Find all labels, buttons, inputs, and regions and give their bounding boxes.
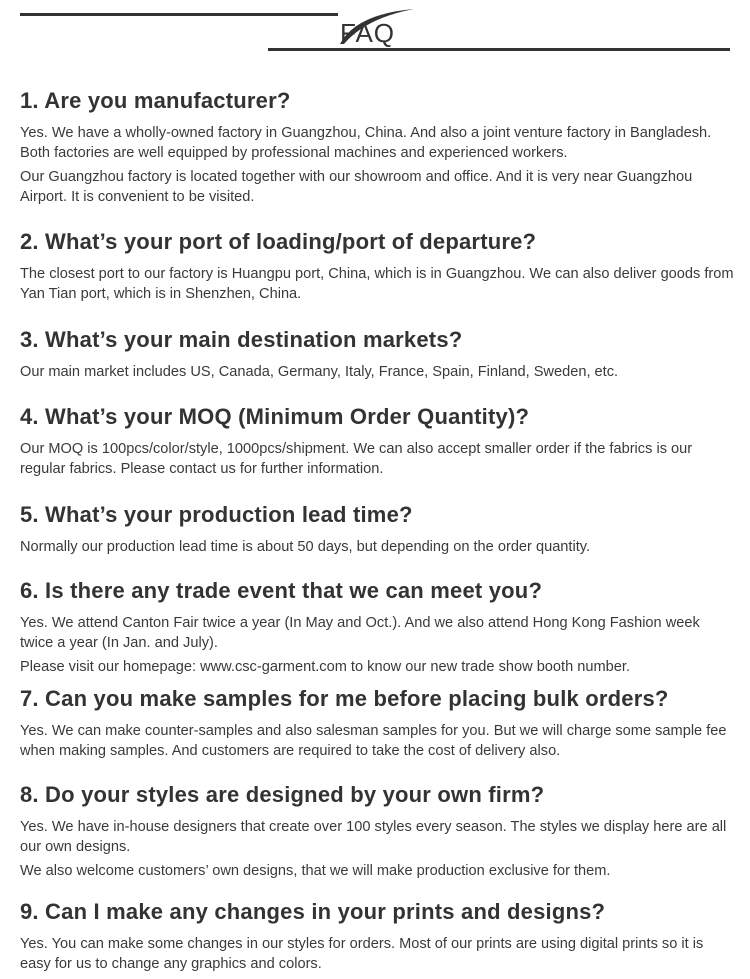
faq-answer: The closest port to our factory is Huangpu port, China, which is in Guangzhou. We can also deliver goods from Yan Tian port, which is in Shenzhen, China. [20, 266, 734, 302]
faq-question: 2. What’s your port of loading/port of departure? [20, 229, 537, 254]
faq-answer: Our Guangzhou factory is located together with our showroom and office. And it is very near Guangzhou Airport. It is convenient to be visited. [20, 169, 693, 205]
faq-answer: Yes. We can make counter-samples and also salesman samples for you. But we will charge some sample fee when making samples. And customers are required to take the cost of delivery also. [20, 723, 727, 759]
faq-question: 3. What’s your main destination markets? [20, 327, 463, 352]
faq-question: 4. What’s your MOQ (Minimum Order Quantity)? [20, 404, 530, 429]
faq-answer: Yes. We have a wholly-owned factory in Guangzhou, China. And also a joint venture factory in Bangladesh. Both factories are well equipped by professional machines and experienced workers. [20, 125, 712, 161]
faq-question: 1. Are you manufacturer? [20, 88, 291, 113]
faq-item [20, 229, 735, 308]
faq-answer: Our MOQ is 100pcs/color/style, 1000pcs/shipment. We can also accept smaller order if the fabrics is our regular fabrics. Please contact us for further information. [20, 441, 693, 477]
header-rule-bottom [268, 48, 730, 51]
faq-question: 9. Can I make any changes in your prints and designs? [20, 899, 606, 924]
faq-answer: Yes. You can make some changes in our styles for orders. Most of our prints are using digital prints so it is easy for us to change any graphics and colors. [20, 936, 704, 972]
faq-answer: Normally our production lead time is about 50 days, but depending on the order quantity. [20, 539, 591, 555]
faq-answer: Our main market includes US, Canada, Germany, Italy, France, Spain, Finland, Sweden, etc. [20, 364, 619, 380]
faq-question: 6. Is there any trade event that we can meet you? [20, 578, 543, 603]
faq-question: 8. Do your styles are designed by your own firm? [20, 782, 545, 807]
faq-item [20, 327, 735, 386]
faq-item [20, 88, 735, 211]
faq-answer: Please visit our homepage: www.csc-garment.com to know our new trade show booth number. [20, 659, 630, 675]
faq-logo: FAQ [340, 18, 396, 48]
header-rule-top [20, 13, 338, 16]
faq-item [20, 404, 735, 483]
faq-answer: We also welcome customers’ own designs, that we will make production exclusive for them. [20, 863, 611, 879]
faq-item [20, 502, 735, 561]
faq-answer: Yes. We have in-house designers that create over 100 styles every season. The styles we display here are all our own designs. [20, 819, 727, 855]
faq-question: 5. What’s your production lead time? [20, 502, 413, 527]
faq-answer: Yes. We attend Canton Fair twice a year (In May and Oct.). And we also attend Hong Kong Fashion week twice a year (In Jan. and July). [20, 615, 700, 651]
faq-item [20, 686, 735, 765]
faq-item [20, 578, 735, 681]
faq-item [20, 899, 735, 978]
faq-question: 7. Can you make samples for me before placing bulk orders? [20, 686, 669, 711]
faq-item [20, 782, 735, 885]
